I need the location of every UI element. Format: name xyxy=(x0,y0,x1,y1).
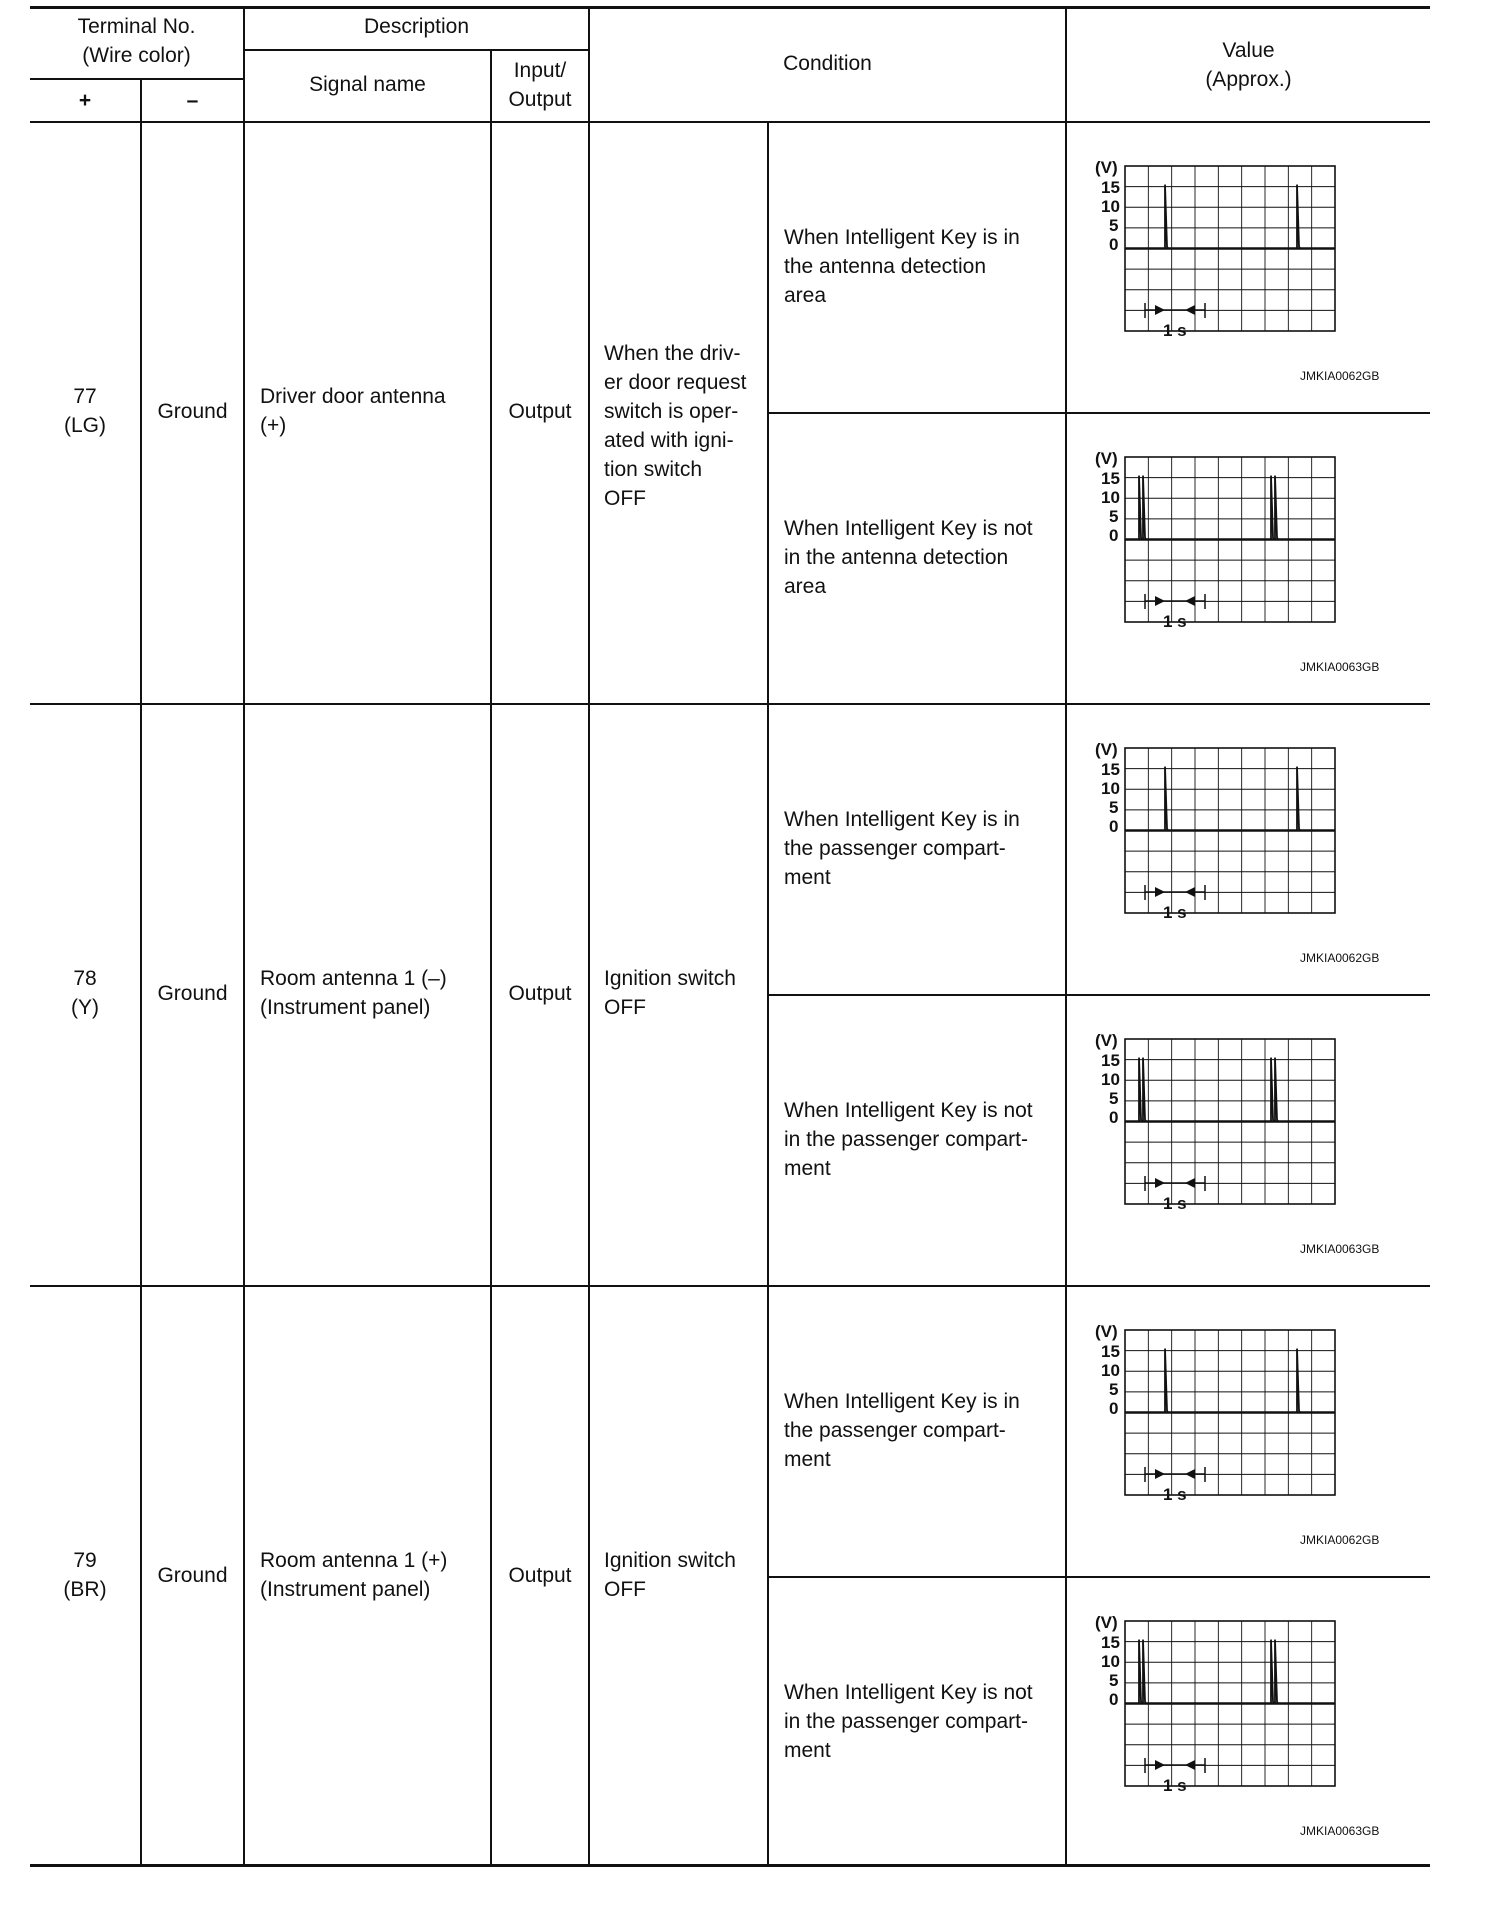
waveform-y-unit: (V) xyxy=(1095,449,1118,468)
row-77-io: Output xyxy=(508,400,572,423)
time-scale-marker xyxy=(1145,303,1205,318)
waveform-y-unit: (V) xyxy=(1095,1613,1118,1632)
waveform-figure-id: JMKIA0063GB xyxy=(1300,1824,1380,1838)
waveform-y-tick: 15 xyxy=(1101,1342,1120,1361)
waveform-pulse xyxy=(1271,476,1274,540)
row-79-condition: Ignition switch OFF xyxy=(604,1549,736,1601)
waveform-y-tick: 5 xyxy=(1109,1380,1119,1399)
header-description: Description xyxy=(363,15,470,38)
waveform-time-label: 1 s xyxy=(1163,321,1187,340)
col-rule-condition-sub xyxy=(767,121,769,1866)
header-terminal-no: Terminal No. (Wire color) xyxy=(77,15,196,67)
waveform-pulse xyxy=(1275,476,1278,540)
row-77-bottom-rule xyxy=(30,703,1430,705)
row-79-terminal: 79 (BR) xyxy=(63,1549,107,1601)
waveform-trace xyxy=(1125,767,1335,831)
row-77-ground: Ground xyxy=(157,400,228,423)
col-rule-condition-value xyxy=(1065,6,1067,1866)
waveform-time-label: 1 s xyxy=(1163,1485,1187,1504)
time-scale-marker xyxy=(1145,1758,1205,1773)
waveform-y-tick: 5 xyxy=(1109,1671,1119,1690)
waveform-y-unit: (V) xyxy=(1095,158,1118,177)
waveform-time-label: 1 s xyxy=(1163,612,1187,631)
row-77-signal: Driver door antenna (+) xyxy=(260,385,446,437)
time-scale-marker xyxy=(1145,1467,1205,1482)
waveform-figure-id: JMKIA0063GB xyxy=(1300,660,1380,674)
time-scale-marker xyxy=(1145,885,1205,900)
waveform-trace xyxy=(1125,476,1335,540)
row-78-condition: Ignition switch OFF xyxy=(604,967,736,1019)
row-79-io: Output xyxy=(508,1564,572,1587)
waveform-time-label: 1 s xyxy=(1163,1776,1187,1795)
waveform-double-pulse xyxy=(1095,1031,1435,1276)
header-signal-name: Signal name xyxy=(309,73,426,96)
waveform-time-label: 1 s xyxy=(1163,903,1187,922)
waveform-trace xyxy=(1125,1349,1335,1413)
waveform-y-tick: 10 xyxy=(1101,1070,1120,1089)
row-78-signal: Room antenna 1 (–) (Instrument panel) xyxy=(260,967,447,1019)
col-rule-signal-io xyxy=(490,49,492,1866)
row-77-sub-2-condition: When Intelligent Key is not in the antenna detection area xyxy=(784,517,1033,598)
header-plus: + xyxy=(78,89,92,112)
waveform-y-unit: (V) xyxy=(1095,1322,1118,1341)
waveform-y-tick: 15 xyxy=(1101,1633,1120,1652)
waveform-y-tick: 15 xyxy=(1101,760,1120,779)
waveform-pulse xyxy=(1139,476,1142,540)
waveform-double-pulse xyxy=(1095,449,1435,694)
row-79-sub-2-condition: When Intelligent Key is not in the passenger compart- ment xyxy=(784,1681,1033,1762)
waveform-single-pulse xyxy=(1095,740,1435,985)
table-bottom-rule xyxy=(30,1864,1430,1867)
header-bottom-rule xyxy=(30,121,1430,123)
waveform-pulse xyxy=(1271,1640,1274,1704)
row-79-signal: Room antenna 1 (+) (Instrument panel) xyxy=(260,1549,448,1601)
waveform-trace xyxy=(1125,1640,1335,1704)
waveform-pulse xyxy=(1143,476,1146,540)
waveform-single-pulse xyxy=(1095,1322,1435,1567)
row-78-terminal: 78 (Y) xyxy=(71,967,99,1019)
waveform-pulse xyxy=(1271,1058,1274,1122)
waveform-y-tick: 10 xyxy=(1101,488,1120,507)
col-rule-plus-minus xyxy=(140,78,142,1866)
waveform-y-tick: 0 xyxy=(1109,1399,1119,1418)
waveform-y-tick: 15 xyxy=(1101,1051,1120,1070)
header-condition: Condition xyxy=(783,52,872,75)
waveform-y-tick: 0 xyxy=(1109,817,1119,836)
table-top-rule xyxy=(30,6,1430,9)
waveform-figure-id: JMKIA0062GB xyxy=(1300,369,1380,383)
row-77-sub-1-condition: When Intelligent Key is in the antenna detection area xyxy=(784,226,1020,307)
waveform-y-tick: 10 xyxy=(1101,1652,1120,1671)
row-78-bottom-rule xyxy=(30,1285,1430,1287)
row-77-condition: When the driv- er door request switch is oper- ated with igni- tion switch OFF xyxy=(604,342,747,510)
waveform-y-tick: 15 xyxy=(1101,469,1120,488)
description-rule xyxy=(245,49,590,51)
waveform-y-tick: 15 xyxy=(1101,178,1120,197)
waveform-figure-id: JMKIA0062GB xyxy=(1300,951,1380,965)
waveform-pulse xyxy=(1139,1058,1142,1122)
terminal-rule xyxy=(30,78,245,80)
waveform-pulse xyxy=(1297,1349,1300,1413)
waveform-single-pulse xyxy=(1095,158,1435,403)
header-minus: – xyxy=(186,89,199,112)
waveform-y-tick: 10 xyxy=(1101,197,1120,216)
col-rule-desc-condition xyxy=(588,6,590,1866)
waveform-pulse xyxy=(1165,185,1168,249)
waveform-y-tick: 5 xyxy=(1109,798,1119,817)
waveform-y-tick: 0 xyxy=(1109,526,1119,545)
header-value: Value (Approx.) xyxy=(1205,39,1292,91)
waveform-pulse xyxy=(1165,1349,1168,1413)
row-79-split-rule xyxy=(767,1576,1430,1578)
waveform-figure-id: JMKIA0062GB xyxy=(1300,1533,1380,1547)
waveform-y-tick: 10 xyxy=(1101,779,1120,798)
waveform-y-unit: (V) xyxy=(1095,1031,1118,1050)
waveform-pulse xyxy=(1165,767,1168,831)
waveform-y-tick: 5 xyxy=(1109,216,1119,235)
waveform-pulse xyxy=(1275,1640,1278,1704)
waveform-y-tick: 5 xyxy=(1109,1089,1119,1108)
waveform-pulse xyxy=(1297,185,1300,249)
waveform-trace xyxy=(1125,1058,1335,1122)
waveform-y-tick: 5 xyxy=(1109,507,1119,526)
waveform-y-tick: 0 xyxy=(1109,1690,1119,1709)
col-rule-terminal-desc xyxy=(243,6,245,1866)
waveform-y-tick: 10 xyxy=(1101,1361,1120,1380)
row-78-sub-1-condition: When Intelligent Key is in the passenger compart- ment xyxy=(784,808,1020,889)
row-78-ground: Ground xyxy=(157,982,228,1005)
row-79-ground: Ground xyxy=(157,1564,228,1587)
waveform-y-unit: (V) xyxy=(1095,740,1118,759)
waveform-trace xyxy=(1125,185,1335,249)
row-78-split-rule xyxy=(767,994,1430,996)
waveform-y-tick: 0 xyxy=(1109,1108,1119,1127)
waveform-pulse xyxy=(1139,1640,1142,1704)
row-78-io: Output xyxy=(508,982,572,1005)
waveform-pulse xyxy=(1275,1058,1278,1122)
waveform-y-tick: 0 xyxy=(1109,235,1119,254)
waveform-double-pulse xyxy=(1095,1613,1435,1858)
time-scale-marker xyxy=(1145,594,1205,609)
row-78-sub-2-condition: When Intelligent Key is not in the passenger compart- ment xyxy=(784,1099,1033,1180)
waveform-pulse xyxy=(1297,767,1300,831)
terminal-signal-table xyxy=(30,6,1430,1864)
waveform-figure-id: JMKIA0063GB xyxy=(1300,1242,1380,1256)
row-77-terminal: 77 (LG) xyxy=(64,385,106,437)
waveform-pulse xyxy=(1143,1640,1146,1704)
row-77-split-rule xyxy=(767,412,1430,414)
header-input-output: Input/ Output xyxy=(508,59,572,111)
row-79-sub-1-condition: When Intelligent Key is in the passenger compart- ment xyxy=(784,1390,1020,1471)
waveform-time-label: 1 s xyxy=(1163,1194,1187,1213)
waveform-pulse xyxy=(1143,1058,1146,1122)
time-scale-marker xyxy=(1145,1176,1205,1191)
